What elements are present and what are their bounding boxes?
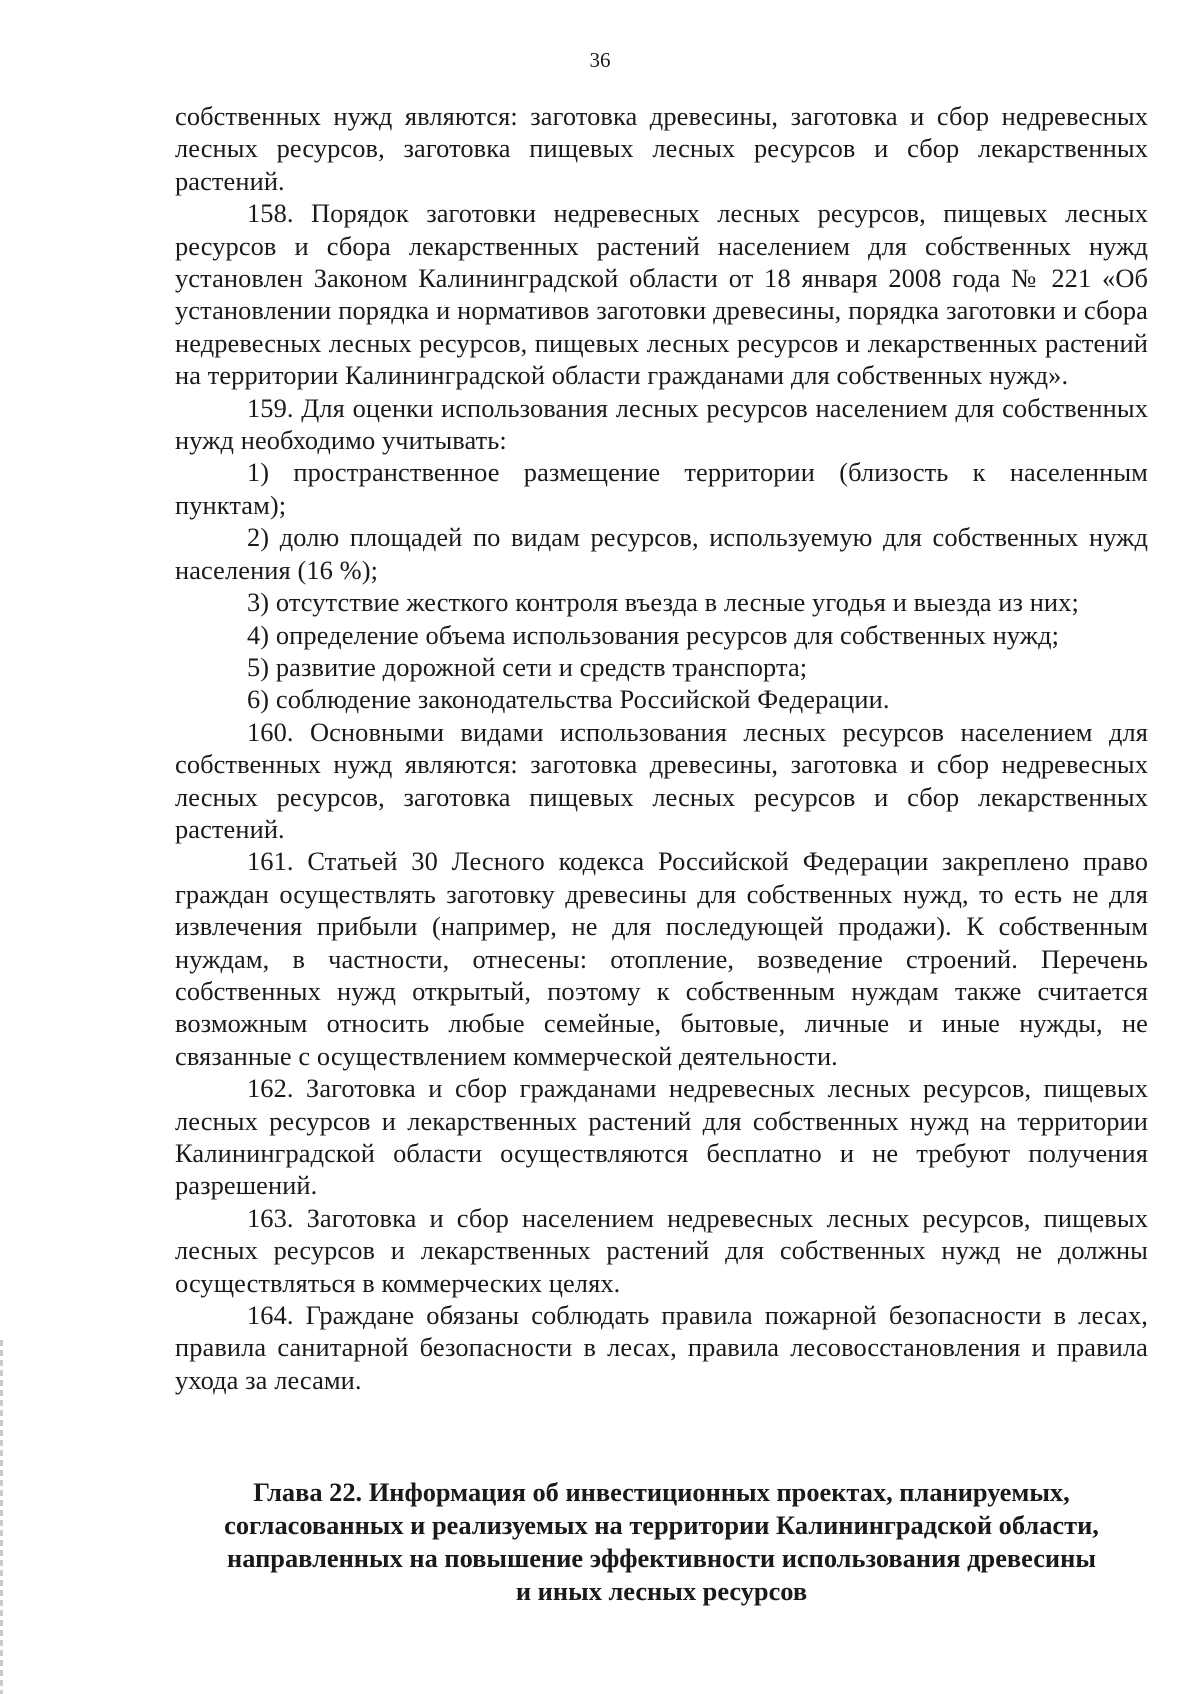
paragraph-163: 163. Заготовка и сбор населением недревесных лесных ресурсов, пищевых лесных ресурсов и лекарственных растений для собственных нужд не должны осуществляться в коммерческих целях. [175, 1202, 1148, 1298]
chapter-heading-line: согласованных и реализуемых на территории Калининградской области, [224, 1510, 1099, 1540]
chapter-heading-line: и иных лесных ресурсов [515, 1576, 808, 1606]
list-item-6: 6) соблюдение законодательства Российской Федерации. [247, 684, 890, 715]
list-item-3: 3) отсутствие жесткого контроля въезда в лесные угодья и выезда из них; [247, 587, 1079, 618]
paragraph-160: 160. Основными видами использования лесных ресурсов населением для собственных нужд являются: заготовка древесины, заготовка и сбор недревесных лесных ресурсов, заготовка пищевых лесных ресурсов и сбор лекарственных растений. [175, 716, 1148, 844]
chapter-heading-line: Глава 22. Информация об инвестиционных проектах, планируемых, [253, 1477, 1070, 1507]
page-number: 36 [589, 48, 611, 72]
list-item-4: 4) определение объема использования ресурсов для собственных нужд; [247, 619, 1060, 650]
paragraph-159: 159. Для оценки использования лесных ресурсов населением для собственных нужд необходимо учитывать: [175, 392, 1148, 456]
list-item-2: 2) долю площадей по видам ресурсов, используемую для собственных нужд населения (16 %); [175, 522, 1148, 585]
paragraph-161: 161. Статьей 30 Лесного кодекса Российской Федерации закреплено право граждан осуществлять заготовку древесины для собственных нужд, то есть не для извлечения прибыли (например, не для последующей продажи). К собственным нуждам, в частности, отнесены: отопление, возведение строений. Перечень собственных нужд открытый, поэтому к собственным нуждам также считается возможным относить любые семейные, бытовые, личные и иные нужды, не связанные с осуществлением коммерческой деятельности. [175, 846, 1148, 1071]
paragraph-162: 162. Заготовка и сбор гражданами недревесных лесных ресурсов, пищевых лесных ресурсов и лекарственных растений для собственных нужд на территории Калининградской области осуществляются бесплатно и не требуют получения разрешений. [175, 1073, 1148, 1201]
paragraph-164: 164. Граждане обязаны соблюдать правила пожарной безопасности в лесах, правила санитарной безопасности в лесах, правила лесовосстановления и правила ухода за лесами. [175, 1300, 1148, 1395]
chapter-heading [175, 1476, 1148, 1608]
scan-edge-artifact [0, 1340, 3, 1694]
paragraph-158: 158. Порядок заготовки недревесных лесных ресурсов, пищевых лесных ресурсов и сбора лекарственных растений населением для собственных нужд установлен Законом Калининградской области от 18 января 2008 года № 221 «Об установлении порядка и нормативов заготовки древесины, порядка заготовки и сбора недревесных лесных ресурсов, пищевых лесных ресурсов и лекарственных растений на территории Калининградской области гражданами для собственных нужд». [175, 198, 1148, 391]
chapter-heading-line: направленных на повышение эффективности использования древесины [227, 1543, 1096, 1573]
paragraph-continuation: собственных нужд являются: заготовка древесины, заготовка и сбор недревесных лесных ресурсов, заготовка пищевых лесных ресурсов и сбор лекарственных растений. [175, 101, 1148, 196]
document-body [175, 100, 1148, 1396]
list-item-5: 5) развитие дорожной сети и средств транспорта; [247, 651, 808, 682]
list-item-1: 1) пространственное размещение территории (близость к населенным пунктам); [175, 457, 1148, 520]
